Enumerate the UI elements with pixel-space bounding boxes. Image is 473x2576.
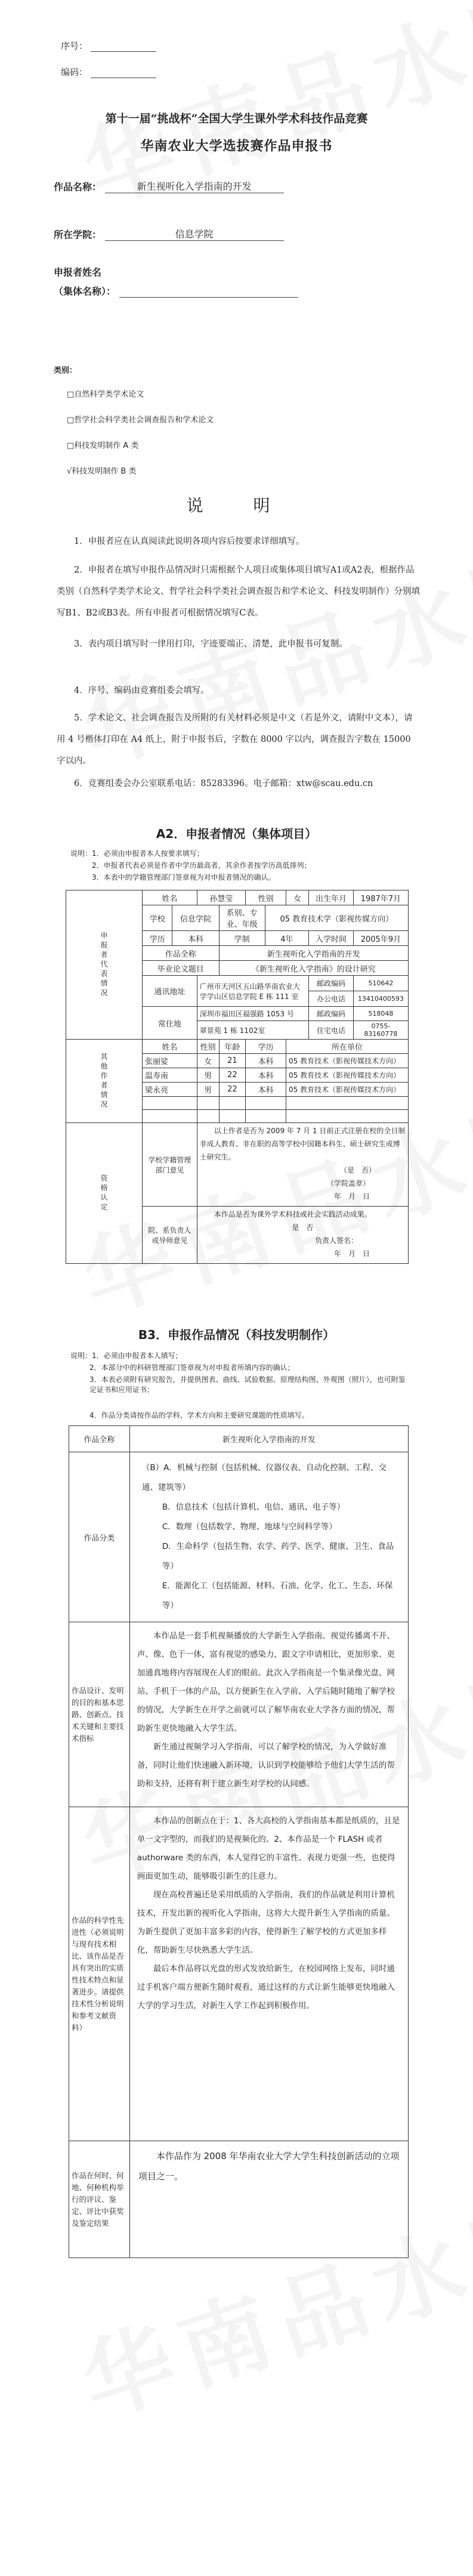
edu-value[interactable]: 本科 [172,931,219,946]
thesis-label: 毕业论文题目 [143,961,220,976]
others-age-header: 年龄 [219,1040,246,1054]
other-unit[interactable]: 05 教育技术（影视传媒技术方向） [286,1083,409,1097]
category-cell [129,1452,408,1622]
other-name-blank[interactable] [143,1097,197,1110]
when-text: 本作品作为 2008 年华南农业大学大学生科技创新活动的立项项目之一。 [138,2151,400,2182]
college-value[interactable]: 信息学院 [172,905,219,931]
others-gender-header: 性别 [197,1040,219,1054]
other-age-blank[interactable] [219,1110,246,1123]
gender-value[interactable]: 女 [286,890,309,905]
other-gender-blank[interactable] [197,1110,219,1123]
group-label: （集体名称）： [54,286,116,297]
dept-value[interactable]: 05 教育技术学（影视传媒方向） [265,905,408,931]
gender-label: 性别 [246,890,286,905]
design-cell [129,1622,408,1807]
thesis-value[interactable]: 《新生视听化入学指南》的设计研究 [219,961,408,976]
other-gender[interactable]: 男 [197,1083,219,1097]
b3-table [69,1425,409,2258]
instruction-paragraph: 6．竞赛组委会办公室联系电话：85283396。电子邮箱：xtw@scau.edu.cn [74,779,373,788]
a2-note: 2．申报者代表必须是作者中学历最高者，其余作者按学历高低排列； [92,861,311,870]
form-title: 华南农业大学选拔赛作品申报书 [140,138,333,154]
work-name-field [54,179,284,193]
home-address-value[interactable]: 翠景苑 1 栋 1102室 [197,1021,309,1040]
home-address-value[interactable]: 深圳市福田区福强路 1053 号 [197,1007,309,1021]
postcode-label: 邮政编码 [309,976,354,991]
birth-label: 出生年月 [309,890,354,905]
a2-note: 说明：1．必须由申报者本人按要求填写； [70,849,204,858]
category-item[interactable]: □自然科学类学术论文 [67,390,144,399]
other-unit-blank[interactable] [286,1110,409,1123]
full-name-label: 作品全称 [69,1426,130,1452]
innovation-label: 作品的科学性先进性（必须说明与现有技术相比、该作品是否具有突出的实质性技术特点和显著进步。请提供技术性分析说明和参考文献资料） [69,1807,130,2141]
category-cell-label: 作品分类 [69,1452,130,1622]
work-name-label: 作品名称： [54,181,102,193]
dept-opinion-text: 本作品是否为课外学术科技或社会实践活动成果。 [214,1210,372,1219]
dept-opinion-label: 院、系负责人或导师意见 [143,1207,197,1264]
b3-title: B3．申报作品情况（科技发明制作） [138,1328,335,1342]
other-name-blank[interactable] [143,1110,197,1123]
instruction-paragraph: 1．申报者应在认真阅读此说明各项内容后按要求详细填写。 [74,537,305,546]
b3-note: 4．作品分类请按作品的学科、学术方向和主要研究课题的性质填写。 [89,1411,309,1420]
category-option[interactable]: D．生命科学（包括生物、农学、药学、医学、健康、卫生、食品等） [162,1542,394,1571]
when-label: 作品在何时、何地、何种机构举行的评议、鉴定、评比中获奖及鉴定结果 [69,2141,130,2258]
code-label: 编码： [61,67,88,78]
office-phone-label: 办公电话 [309,991,354,1007]
category-label: 类别： [54,366,78,375]
home-postcode-value[interactable]: 518048 [353,1007,408,1021]
design-label: 作品设计、发明的目的和基本思路、创新点、技术关键和主要技术指标 [69,1622,130,1807]
address-value[interactable]: 广州市天河区五山路华南农业大学学山区信息学院 E 栋 111 室 [197,976,309,1007]
length-value[interactable]: 4年 [265,931,309,946]
applicant-side-label: 申报者代表情况 [66,890,143,1040]
home-postcode-label: 邮政编码 [309,1007,354,1021]
other-unit-blank[interactable] [286,1097,409,1110]
home-address-label: 常住地 [143,1007,197,1040]
other-degree-blank[interactable] [246,1110,286,1123]
innovation-text: 本作品的创新点在于：1、各大高校的入学指南基本都是纸质的，且是单一文字型的，而我们的是视频化的。2、本作品是一个 FLASH 或者 authorware 类的东西，本人觉得它的丰富性、表现力更强一些，也使得画面更加生动，能够吸引新生的注意力。 [137,1816,400,1881]
others-degree-header: 学历 [246,1040,286,1054]
dept-yes-no[interactable]: 是 否 [292,1223,314,1232]
name-label: 姓名 [143,890,197,905]
code-field [61,66,156,78]
other-degree[interactable]: 本科 [246,1083,286,1097]
name-value[interactable]: 孙慧莹 [197,890,245,905]
innovation-cell [129,1807,408,2141]
category-item[interactable]: □哲学社会科学类社会调查报告和学术论文 [67,416,214,425]
b3-note: 2．本部分中的科研管理部门签章视为对申报者所填内容的确认； [89,1363,295,1372]
category-option[interactable]: E．能源化工（包括能源、材料、石油、化学、化工、生态、环保等） [162,1581,393,1610]
enroll-label: 入学时间 [309,931,354,946]
others-name-header: 姓名 [143,1040,197,1054]
other-name[interactable]: 温寿南 [143,1068,197,1083]
address-label: 通讯地址 [143,976,197,1007]
home-phone-value[interactable]: 0755-83160778 [353,1021,408,1040]
signature-label[interactable]: 负责人签名： [314,1236,358,1245]
work-title-value[interactable]: 新生视听化入学指南的开发 [219,946,408,961]
school-label: 学校 [143,905,172,931]
innovation-text: 最后本作品将以光盘的形式发放给新生，在校园网络上发布，同时通过手机客户端方便新生随时观看，通过这样的方式让新生能够更快地融入大学的学习生活，对新生入学工作起到积极作用。 [137,1964,395,2011]
other-degree[interactable]: 本科 [246,1068,286,1083]
serial-blank[interactable] [91,51,156,52]
registry-date[interactable]: 年 月 日 [333,1192,370,1201]
registry-text: 以上作者是否为 2009 年 7 月 1 日前正式注册在校的全日制非成人教育、非在职的高等学校中国籍本科生、硕士研究生或博士研究生。 [199,1127,406,1161]
group-blank[interactable] [119,297,298,298]
school-field [54,227,284,241]
registry-cell [197,1123,408,1207]
work-title-label: 作品全称 [143,946,220,961]
office-phone-value[interactable]: 13410400593 [353,991,408,1007]
innovation-text: 现在高校普遍还是采用纸质的入学指南，我们的作品就是利用计算机技术，开发出新的视听化入学指南，这将大大提升新生入学指南的质量。为新生提供了更加丰富多彩的内容，使得新生了解学校的方式更加多样化，帮助新生尽快熟悉大学生活。 [137,1890,395,1955]
category-item[interactable]: √科技发明制作 B 类 [67,467,137,476]
registry-yes-no[interactable]: （是 否） [339,1166,376,1174]
other-degree[interactable]: 本科 [246,1054,286,1068]
dept-opinion-cell [197,1207,408,1264]
instruction-paragraph: 2．申报者在填写申报作品情况时只需根据个人项目或集体项目填写A1或A2表，根据作品类别（自然科学类学术论文、哲学社会科学类社会调查报告和学术论文、科技发明制作）分别填写B1、B2或B3表。所有申报者可根据情况填写C表。 [57,565,420,618]
others-side-label: 其他作者情况 [66,1040,143,1123]
other-age-blank[interactable] [219,1097,246,1110]
other-age[interactable]: 22 [219,1068,246,1083]
when-cell [129,2141,408,2258]
work-name-value[interactable]: 新生视听化入学指南的开发 [105,179,284,193]
registry-seal: （学院盖章） [326,1179,370,1188]
other-name[interactable]: 张丽娑 [143,1054,197,1068]
registry-label: 学校学籍管理部门意见 [143,1123,197,1207]
school-label: 所在学院： [54,229,102,240]
other-degree-blank[interactable] [246,1097,286,1110]
group-field [54,284,298,298]
applicant-label: 申报者姓名 [54,267,102,278]
design-text: 本作品是一套手机视频播放的大学新生入学指南。视觉传播离不开、声、像、色于一体，富有视觉的感染力，跟文字申请相比，更加形象、更加通真地将内容展现在人们的眼前。此次入学指南是一个集录像光盘、网站、手机于一体的产品，以方便新生在入学前、入学后随时随地了解学校的情况，大学新生在开学之前就可以了解华南农业大学各方面的情况，帮助新生更快地融入大学生活。 [137,1631,395,1733]
category-option[interactable]: B．信息技术（包括计算机、电信、通讯、电子等） [162,1502,345,1512]
sign-date[interactable]: 年 月 日 [333,1250,370,1258]
category-item[interactable]: □科技发明制作 A 类 [67,441,139,450]
other-unit[interactable]: 05 教育技术（影视传媒技术方向） [286,1054,409,1068]
category-option[interactable]: C．数理（包括数学、物理、地球与空间科学等） [162,1522,337,1532]
instruction-paragraph: 3．表内项目填写时一律用打印，字迹要端正、清楚，此申报书可复制。 [74,639,348,649]
instruction-paragraph: 4．序号、编码由竞赛组委会填写。 [74,686,209,695]
enroll-value[interactable]: 2005年9月 [353,931,408,946]
full-name-value[interactable]: 新生视听化入学指南的开发 [129,1426,408,1452]
other-age[interactable]: 22 [219,1083,246,1097]
other-unit[interactable]: 05 教育技术（影视传媒技术方向） [286,1068,409,1083]
others-unit-header: 所在单位 [286,1040,409,1054]
other-age[interactable]: 21 [219,1054,246,1068]
a2-note: 3．本表中的学籍管理部门签章视为对申报者情况的确认。 [92,873,276,882]
other-name[interactable]: 梁永亮 [143,1083,197,1097]
a2-table [66,890,409,1264]
a2-title: A2．申报者情况（集体项目） [156,827,317,841]
length-label: 学制 [219,931,265,946]
edu-label: 学历 [143,931,172,946]
postcode-value[interactable]: 510642 [353,976,408,991]
other-gender-blank[interactable] [197,1097,219,1110]
serial-label: 序号： [61,41,88,51]
dept-label: 系别、专业、年级 [219,905,265,931]
serial-field [61,39,156,52]
instructions-title: 说 明 [186,496,287,515]
school-value[interactable]: 信息学院 [105,227,284,241]
other-gender[interactable]: 女 [197,1054,219,1068]
design-text: 新生通过视频学习入学指南，可以了解学校的情况，为入学做好准备，同时让他们快速融入新环境，认识到学校能够给予他们大学生活的帮助和支持，还将有利于建立新生对学校的认同感。 [137,1742,395,1789]
competition-title: 第十一届“挑战杯”全国大学生课外学术科技作品竞赛 [105,112,368,125]
instruction-paragraph: 5．学术论文、社会调查报告及所附的有关材料必须是中文（若是外文，请附中文本），请用 4 号楷体打印在 A4 纸上，附于申报书后，字数在 8000 字以内，调查报告字数在 15000 字以内。 [57,713,413,766]
confirm-side-label: 资格认定 [66,1123,143,1264]
category-option[interactable]: （B）A．机械与控制（包括机械、仪器仪表、自动化控制、工程、交通、建筑等） [141,1463,387,1492]
b3-note: 说明：1．必须由申报者本人填写； [70,1352,183,1360]
other-gender[interactable]: 男 [197,1068,219,1083]
birth-value[interactable]: 1987年7月 [353,890,408,905]
home-phone-label: 住宅电话 [309,1021,354,1040]
b3-note: 3．本表必须附有研究报告，并提供图表、曲线、试验数据、原理结构图、外观图（照片），也可附鉴定证书和应用证书； [89,1375,406,1394]
